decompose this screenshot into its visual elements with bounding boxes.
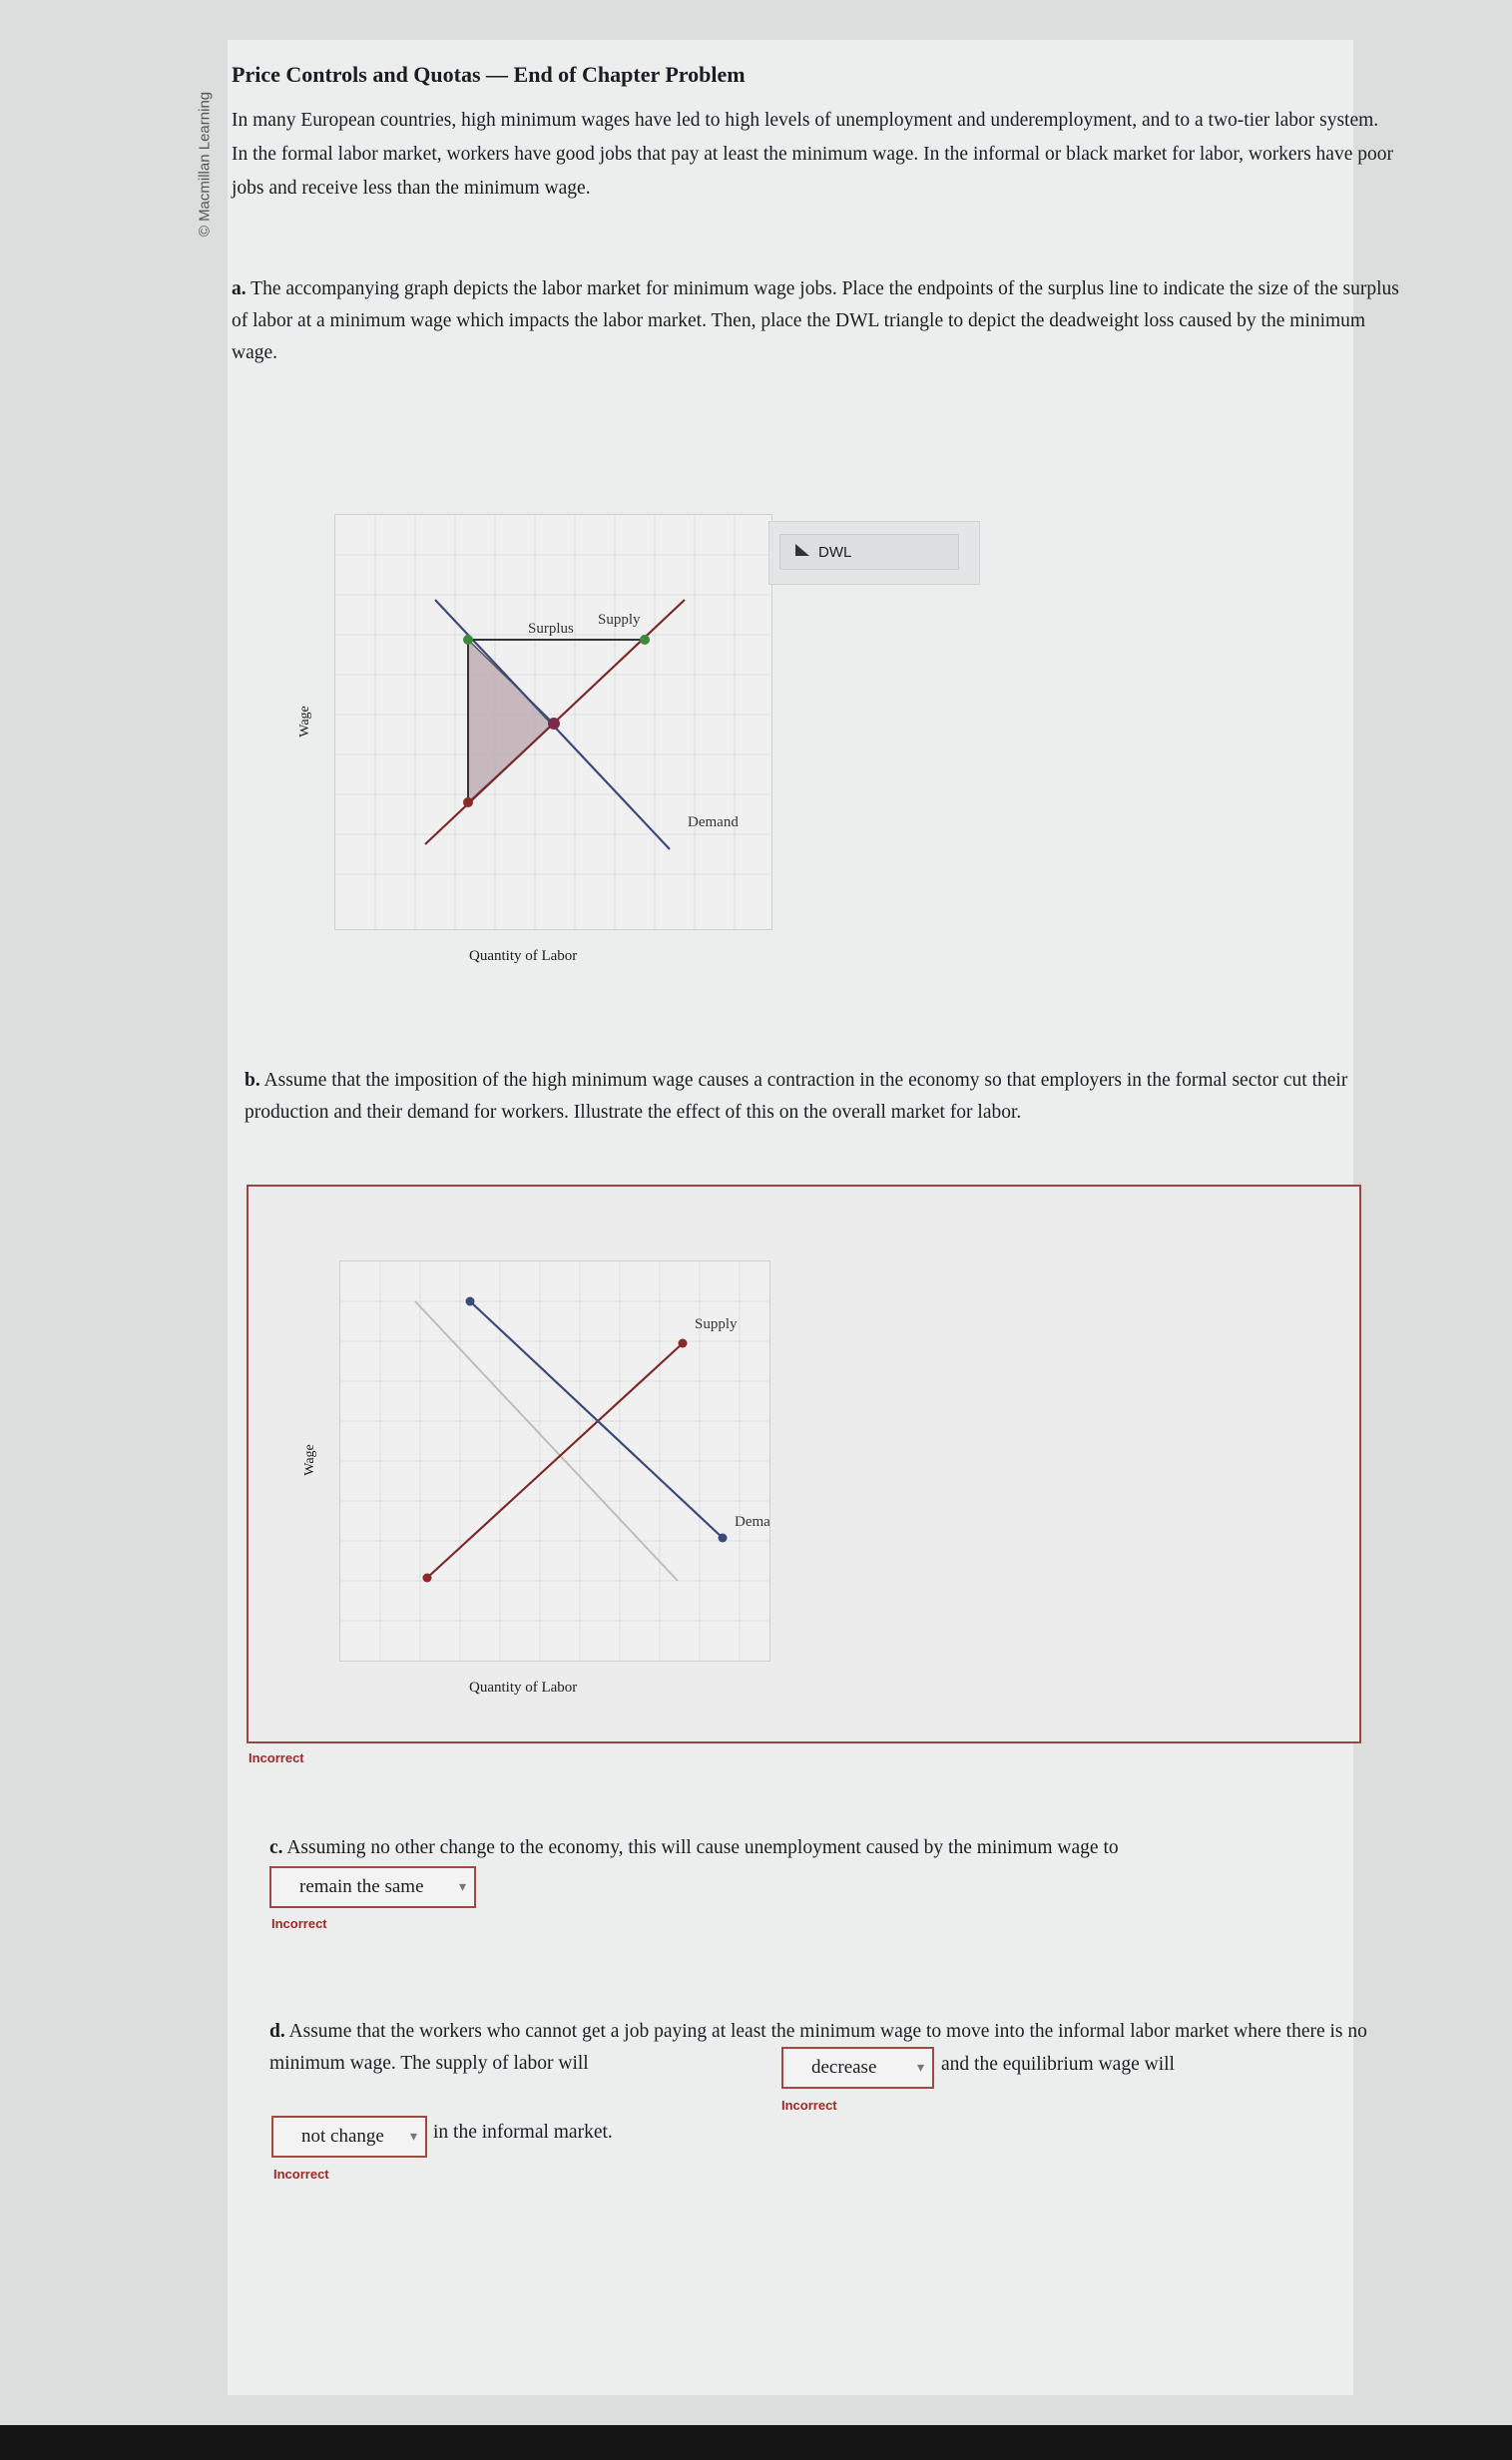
surplus-right-point[interactable]: [640, 635, 650, 645]
demand-endpoint-high[interactable]: [466, 1297, 475, 1306]
unemployment-change-select[interactable]: [269, 1866, 476, 1908]
chevron-down-icon: ▾: [409, 2129, 417, 2145]
demand-label: Demand: [688, 814, 739, 830]
part-a-label: a.: [232, 278, 247, 299]
part-d-feedback-1: Incorrect: [781, 2098, 837, 2113]
part-d-text-2: and the equilibrium wage will: [941, 2054, 1175, 2075]
equilibrium-wage-value: not change: [301, 2126, 384, 2147]
equilibrium-point[interactable]: [548, 718, 560, 730]
labor-supply-value: decrease: [811, 2057, 877, 2078]
supply-endpoint-low[interactable]: [423, 1574, 432, 1583]
labor-supply-select[interactable]: [781, 2047, 934, 2089]
graph-a-canvas[interactable]: [335, 515, 771, 929]
graph-b-ylabel: Wage: [301, 1444, 317, 1476]
part-b-text: Assume that the imposition of the high minimum wage causes a contraction in the economy so that employers in the formal sector cut their production and their demand for workers. Illustrate the effect of this on the overall market for labor.: [245, 1070, 1348, 1123]
part-c-text: Assuming no other change to the economy, this will cause unemployment caused by the minimum wage to: [286, 1837, 1119, 1858]
graph-a[interactable]: [334, 514, 772, 930]
chevron-down-icon: ▾: [458, 1879, 466, 1895]
supply-endpoint-high[interactable]: [679, 1339, 688, 1348]
part-d-text-3: in the informal market.: [433, 2122, 613, 2143]
equilibrium-wage-select[interactable]: [271, 2116, 427, 2158]
part-a-prompt: [232, 273, 1399, 369]
part-b-label: b.: [245, 1070, 260, 1091]
part-b-feedback: Incorrect: [249, 1750, 304, 1765]
triangle-icon: [794, 543, 810, 561]
intro-text: In many European countries, high minimum wages have led to high levels of unemployment and underemployment, and to a two-tier labor system. In the formal labor market, workers have good jobs that pay at least the minimum wage. In the informal or black market for labor, workers have poor jobs and receive less than the minimum wage.: [232, 110, 1393, 199]
surplus-left-point[interactable]: [463, 635, 473, 645]
chevron-down-icon: ▾: [916, 2060, 924, 2076]
drawing-toolbox: [768, 521, 980, 585]
graph-b[interactable]: [339, 1260, 770, 1662]
graph-b-xlabel: Quantity of Labor: [469, 1680, 578, 1696]
part-b-prompt: [245, 1065, 1382, 1129]
part-d-feedback-2: Incorrect: [273, 2167, 329, 2182]
original-demand-curve: [415, 1301, 678, 1581]
part-d-label: d.: [269, 2021, 285, 2042]
demand-label-b: Dema: [735, 1514, 769, 1530]
dwl-tool-button[interactable]: [779, 534, 959, 570]
part-a-text: The accompanying graph depicts the labor market for minimum wage jobs. Place the endpoints of the surplus line to indicate the size of the surplus of labor at a minimum wage which impacts the labor market. Then, place the DWL triangle to depict the deadweight loss caused by the minimum wage.: [232, 278, 1399, 363]
part-c-feedback: Incorrect: [271, 1916, 327, 1931]
supply-label-b: Supply: [695, 1316, 738, 1332]
part-d-text-1: Assume that the workers who cannot get a job paying at least the minimum wage to move into the informal labor market where there is no minimum wage. The supply of labor will: [269, 2021, 1367, 2074]
dwl-bottom-point[interactable]: [463, 797, 473, 807]
part-c-label: c.: [269, 1837, 283, 1858]
page-title: Price Controls and Quotas — End of Chapter Problem: [232, 62, 746, 87]
dwl-tool-label: DWL: [818, 543, 852, 561]
copyright-credit: © Macmillan Learning: [196, 91, 214, 238]
surplus-label: Surplus: [528, 621, 574, 637]
graph-a-xlabel: Quantity of Labor: [469, 948, 578, 964]
part-c-prompt: [269, 1832, 1367, 1864]
graph-b-canvas[interactable]: [340, 1261, 769, 1661]
demand-endpoint-low[interactable]: [719, 1534, 728, 1543]
unemployment-change-value: remain the same: [299, 1876, 424, 1897]
graph-a-ylabel: Wage: [296, 706, 312, 738]
screen-bottom-bezel: [0, 2425, 1512, 2460]
dwl-triangle[interactable]: [468, 640, 554, 802]
supply-label: Supply: [598, 612, 641, 628]
